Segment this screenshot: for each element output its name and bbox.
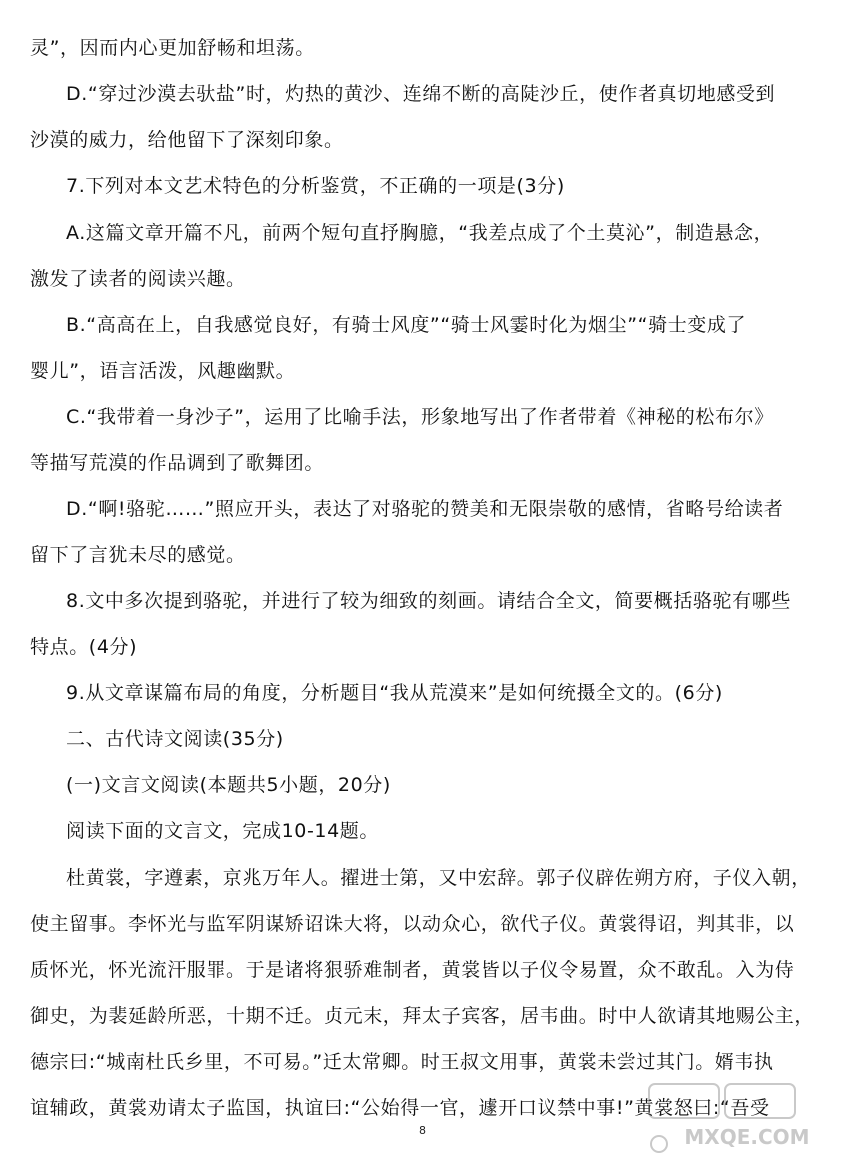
option-b: B.“高高在上，自我感觉良好，有骑士风度”“骑士风霎时化为烟尘”“骑士变成了 xyxy=(66,314,747,336)
text-line: 沙漠的威力，给他留下了深刻印象。 xyxy=(30,129,344,151)
question-9: 9.从文章谋篇布局的角度，分析题目“我从荒漠来”是如何统摄全文的。(6分) xyxy=(66,682,723,704)
subsection-heading: (一)文言文阅读(本题共5小题，20分) xyxy=(66,774,391,796)
passage-line: 谊辅政，黄裳劝请太子监国，执谊曰:“公始得一官，遽开口议禁中事!”黄裳怒曰:“吾受 xyxy=(30,1097,770,1119)
passage-line: 使主留事。李怀光与监军阴谋矫诏诛大将，以动众心，欲代子仪。黄裳得诏，判其非，以 xyxy=(30,913,795,935)
passage-line: 德宗曰:“城南杜氏乡里，不可易。”迁太常卿。时王叔文用事，黄裳未尝过其门。婿韦执 xyxy=(30,1051,774,1073)
text-line: 灵”，因而内心更加舒畅和坦荡。 xyxy=(30,37,315,59)
passage-line: 质怀光，怀光流汗服罪。于是诸将狠骄难制者，黄裳皆以子仪令易置，众不敢乱。入为侍 xyxy=(30,959,795,981)
passage-line: 杜黄裳，字遵素，京兆万年人。擢进士第，又中宏辞。郭子仪辟佐朔方府，子仪入朝， xyxy=(66,867,811,889)
question-7: 7.下列对本文艺术特色的分析鉴赏，不正确的一项是(3分) xyxy=(66,175,565,197)
text-line: 留下了言犹未尽的感觉。 xyxy=(30,544,246,566)
text-line: 激发了读者的阅读兴趣。 xyxy=(30,268,246,290)
option-c: C.“我带着一身沙子”，运用了比喻手法，形象地写出了作者带着《神秘的松布尔》 xyxy=(66,406,774,428)
svg-text:MXQE.COM: MXQE.COM xyxy=(684,1125,810,1149)
watermark-logo xyxy=(647,1082,837,1157)
option-a: A.这篇文章开篇不凡，前两个短句直抒胸臆，“我差点成了个土莫沁”，制造悬念， xyxy=(66,222,774,244)
question-8: 8.文中多次提到骆驼，并进行了较为细致的刻画。请结合全文，简要概括骆驼有哪些 xyxy=(66,590,791,612)
option-d: D.“啊!骆驼……”照应开头，表达了对骆驼的赞美和无限崇敬的感情，省略号给读者 xyxy=(66,498,784,520)
option-d: D.“穿过沙漠去驮盐”时，灼热的黄沙、连绵不断的高陡沙丘，使作者真切地感受到 xyxy=(66,83,776,105)
page-number: 8 xyxy=(419,1124,426,1137)
instruction-line: 阅读下面的文言文，完成10-14题。 xyxy=(66,820,380,842)
section-heading: 二、古代诗文阅读(35分) xyxy=(66,728,284,750)
text-line: 等描写荒漠的作品调到了歌舞团。 xyxy=(30,452,325,474)
passage-line: 御史，为裴延龄所恶，十期不迁。贞元末，拜太子宾客，居韦曲。时中人欲请其地赐公主， xyxy=(30,1005,815,1027)
text-line: 特点。(4分) xyxy=(30,636,138,658)
text-line: 婴儿”，语言活泼，风趣幽默。 xyxy=(30,360,296,382)
